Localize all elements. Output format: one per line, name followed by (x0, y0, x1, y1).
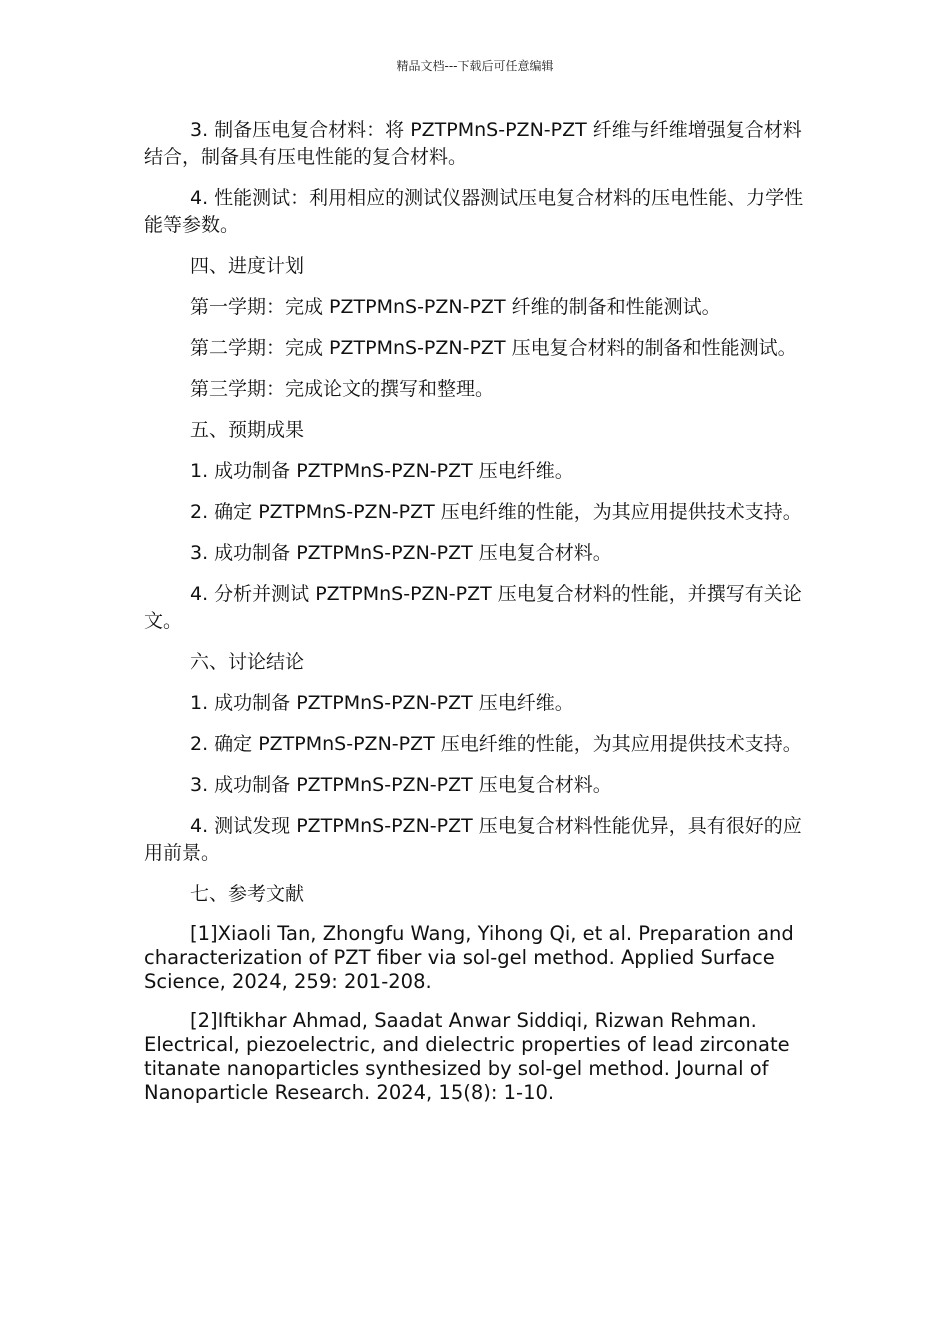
schedule-term-3: 第三学期：完成论文的撰写和整理。 (190, 378, 495, 400)
reference-entry: [2]Iftikhar Ahmad, Saadat Anwar Siddiqi, Rizwan Rehman. Electrical, piezoelectric, and dielectric properties of lead zirconate titanate nanoparticles synthesized by sol-gel method. Journal of Nanoparticle Research. 2024, 15(8): 1-10. (144, 1009, 790, 1104)
expected-result-item: 3. 成功制备 PZTPMnS-PZN-PZT 压电复合材料。 (190, 542, 612, 564)
conclusion-item: 3. 成功制备 PZTPMnS-PZN-PZT 压电复合材料。 (190, 774, 612, 796)
conclusion-item: 2. 确定 PZTPMnS-PZN-PZT 压电纤维的性能，为其应用提供技术支持。 (190, 733, 802, 755)
conclusion-item: 1. 成功制备 PZTPMnS-PZN-PZT 压电纤维。 (190, 692, 574, 714)
document-body (144, 117, 808, 1120)
reference-entry: [1]Xiaoli Tan, Zhongfu Wang, Yihong Qi, et al. Preparation and characterization of PZT fiber via sol-gel method. Applied Surface Science, 2024, 259: 201-208. (144, 922, 794, 993)
schedule-term-1: 第一学期：完成 PZTPMnS-PZN-PZT 纤维的制备和性能测试。 (190, 296, 721, 318)
step-composite-preparation: 3. 制备压电复合材料：将 PZTPMnS-PZN-PZT 纤维与纤维增强复合材料结合，制备具有压电性能的复合材料。 (144, 119, 802, 168)
section-heading-discussion: 六、讨论结论 (190, 651, 305, 673)
step-performance-testing: 4. 性能测试：利用相应的测试仪器测试压电复合材料的压电性能、力学性能等参数。 (144, 187, 804, 236)
schedule-term-2: 第二学期：完成 PZTPMnS-PZN-PZT 压电复合材料的制备和性能测试。 (190, 337, 797, 359)
section-heading-references: 七、参考文献 (190, 883, 305, 905)
expected-result-item: 4. 分析并测试 PZTPMnS-PZN-PZT 压电复合材料的性能，并撰写有关论文。 (144, 583, 802, 632)
section-heading-expected-results: 五、预期成果 (190, 419, 305, 441)
expected-result-item: 1. 成功制备 PZTPMnS-PZN-PZT 压电纤维。 (190, 460, 574, 482)
page-header: 精品文档---下载后可任意编辑 (396, 59, 554, 73)
expected-result-item: 2. 确定 PZTPMnS-PZN-PZT 压电纤维的性能，为其应用提供技术支持。 (190, 501, 802, 523)
section-heading-schedule: 四、进度计划 (190, 255, 305, 277)
conclusion-item: 4. 测试发现 PZTPMnS-PZN-PZT 压电复合材料性能优异，具有很好的应用前景。 (144, 815, 802, 864)
